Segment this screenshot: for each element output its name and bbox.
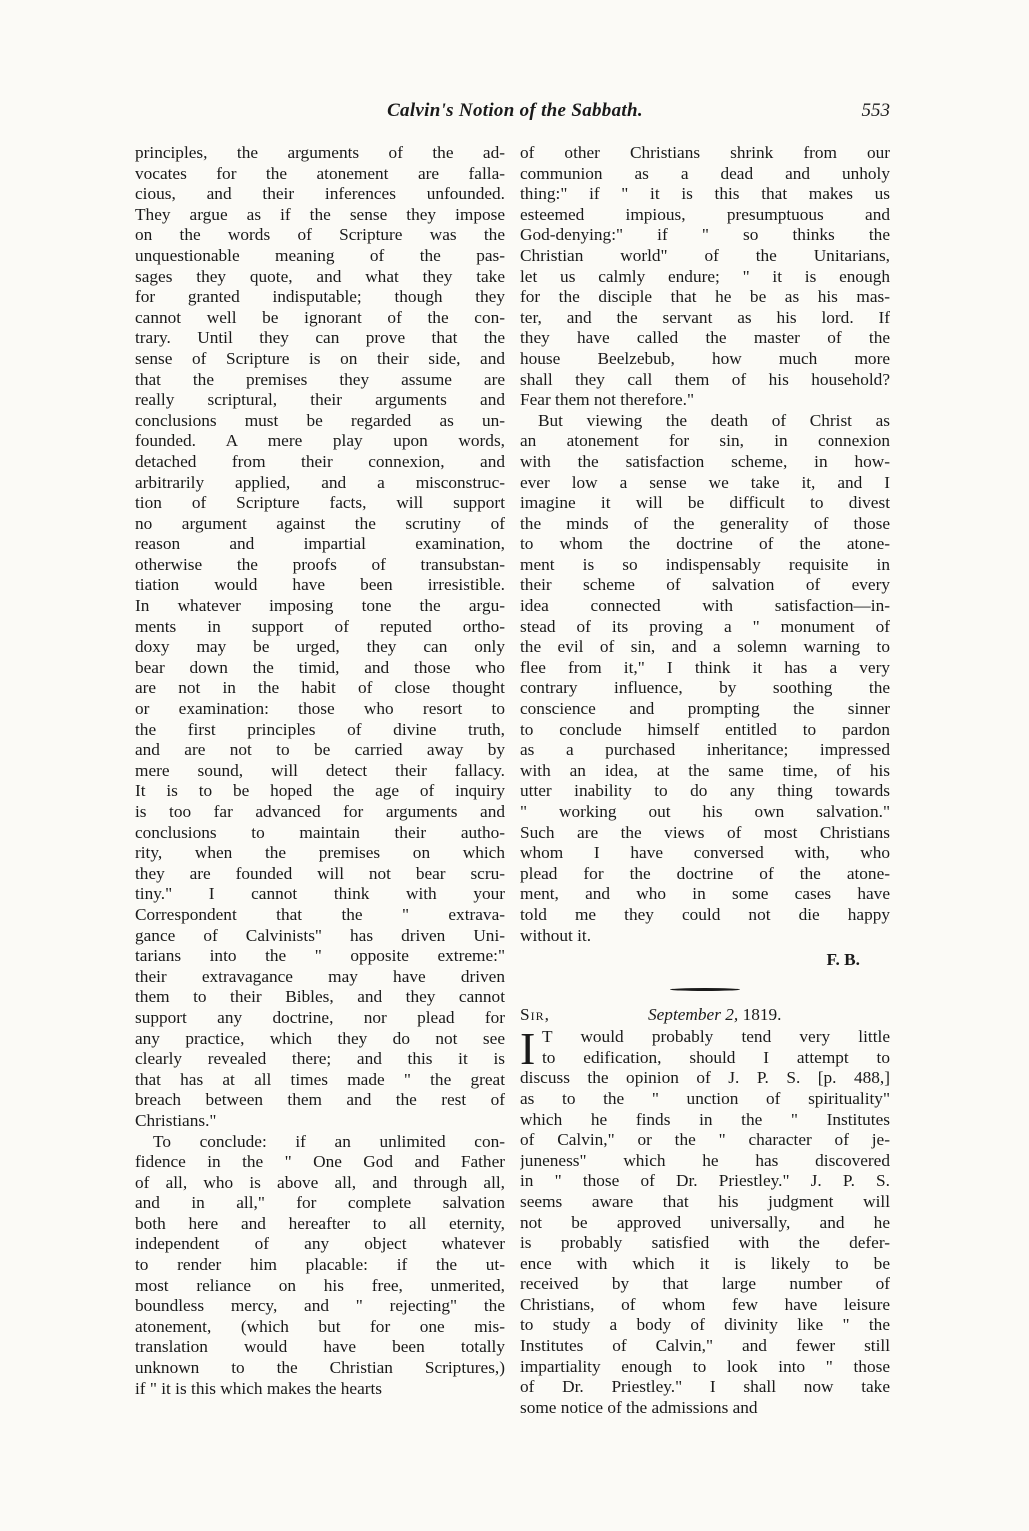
text-line: the evil of sin, and a solemn warning to — [520, 637, 890, 657]
text-line: are not in the habit of close thought — [135, 678, 505, 698]
text-line: or examination: those who resort to — [135, 699, 505, 719]
text-line: as to the " unction of spirituality" — [520, 1088, 890, 1108]
text-line: not be approved universally, and he — [520, 1212, 890, 1232]
text-line: some notice of the admissions and — [520, 1397, 758, 1417]
text-line: Such are the views of most Christians — [520, 822, 890, 842]
text-line: as a purchased inheritance; impressed — [520, 740, 890, 760]
text-line: received by that large number of — [520, 1274, 890, 1294]
text-line: " working out his own salvation." — [520, 802, 890, 821]
text-line: their extravagance may have driven — [135, 966, 505, 986]
text-line: In whatever imposing tone the argu- — [135, 596, 505, 616]
text-line: reason and impartial examination, — [135, 534, 505, 554]
text-line: the first principles of divine truth, — [135, 719, 505, 739]
text-line: Christians, of whom few have leisure — [520, 1294, 890, 1314]
text-line: to render him placable: if the ut- — [135, 1255, 505, 1275]
text-line: vocates for the atonement are falla- — [135, 163, 505, 183]
text-line: utter inability to do any thing towards — [520, 781, 890, 801]
salutation: Sir, — [520, 1005, 550, 1025]
text-line: let us calmly endure; " it is enough — [520, 266, 890, 286]
text-line: any practice, which they do not see — [135, 1028, 505, 1048]
page-number: 553 — [861, 100, 890, 121]
drop-cap: I — [520, 1023, 536, 1075]
text-line: ment, and who in some cases have — [520, 884, 890, 904]
text-line: contrary influence, by soothing the — [520, 678, 890, 698]
text-line: otherwise the proofs of transubstan- — [135, 554, 505, 574]
text-line: no argument against the scrutiny of — [135, 513, 505, 533]
text-line: conclusions must be regarded as un- — [135, 410, 505, 430]
text-line: conclusions to maintain their autho- — [135, 822, 505, 842]
text-line: rity, when the premises on which — [135, 843, 505, 863]
text-line: principles, the arguments of the ad- — [135, 143, 505, 162]
text-line: fidence in the " One God and Father — [135, 1152, 505, 1172]
text-line: Fear them not therefore." — [520, 390, 695, 410]
text-line: ence with which it is likely to be — [520, 1253, 890, 1273]
text-line: unquestionable meaning of the pas- — [135, 245, 505, 265]
text-line: ments in support of reputed ortho- — [135, 616, 505, 636]
text-line: with the satisfaction scheme, in how- — [520, 451, 890, 471]
text-line: tiny." I cannot think with your — [135, 884, 505, 904]
text-line: the minds of the generality of those — [520, 513, 890, 533]
text-line: tion of Scripture facts, will support — [135, 493, 505, 513]
text-line: breach between them and the rest of — [135, 1090, 505, 1110]
text-line: seems aware that his judgment will — [520, 1191, 890, 1211]
text-line: ment is so indispensably requisite in — [520, 554, 890, 574]
text-line: gance of Calvinists" has driven Uni- — [135, 925, 505, 945]
text-line: translation would have been totally — [135, 1337, 505, 1357]
text-line: independent of any object whatever — [135, 1234, 505, 1254]
letter-date — [648, 1005, 781, 1026]
text-line: they are founded will not bear scru- — [135, 863, 505, 883]
text-line: with an idea, at the same time, of his — [520, 760, 890, 780]
text-line: sense of Scripture is on their side, and — [135, 348, 505, 368]
text-line: To conclude: if an unlimited con- — [153, 1131, 505, 1151]
page-header — [140, 100, 890, 130]
text-line: communion as a dead and unholy — [520, 163, 890, 183]
text-line: esteemed impious, presumptuous and — [520, 204, 890, 224]
text-line: of Dr. Priestley." I shall now take — [520, 1377, 890, 1397]
text-line: cannot well be ignorant of the con- — [135, 307, 505, 327]
text-line: and are not to be carried away by — [135, 740, 505, 760]
text-line: Christians." — [135, 1110, 217, 1130]
text-line: juneness" which he has discovered — [520, 1150, 890, 1170]
text-line: discuss the opinion of J. P. S. [p. 488,] — [520, 1068, 890, 1088]
text-line: Christian world" of the Unitarians, — [520, 245, 890, 265]
text-line: an atonement for sin, in connexion — [520, 431, 890, 451]
text-line: ever low a sense we take it, and I — [520, 472, 890, 492]
text-line: T would probably tend very little — [542, 1027, 890, 1047]
text-line: thing:" if " it is this that makes us — [520, 184, 890, 204]
text-line: impartiality enough to look into " those — [520, 1356, 890, 1376]
text-line: boundless mercy, and " rejecting" the — [135, 1296, 505, 1316]
text-line: to edification, should I attempt to — [542, 1047, 890, 1067]
text-line: sages they quote, and what they take — [135, 266, 505, 286]
text-line: is too far advanced for arguments and — [135, 802, 505, 821]
text-line: bear down the timid, and those who — [135, 657, 505, 677]
right-column — [520, 143, 890, 1418]
text-line: that the premises they assume are — [135, 369, 505, 389]
text-line: flee from it," I think it has a very — [520, 657, 890, 677]
text-line: imagine it will be difficult to divest — [520, 493, 890, 513]
signature: F. B. — [826, 950, 860, 970]
text-line: to study a body of divinity like " the — [520, 1315, 890, 1335]
text-line: They argue as if the sense they impose — [135, 204, 505, 224]
text-line: But viewing the death of Christ as — [538, 410, 890, 430]
text-line: cious, and their inferences unfounded. — [135, 184, 505, 204]
right-column-text — [520, 143, 890, 946]
date-year: 1819. — [742, 1005, 782, 1025]
text-line: support any doctrine, nor plead for — [135, 1007, 505, 1027]
text-line: really scriptural, their arguments and — [135, 390, 505, 410]
text-line: most reliance on his free, unmerited, — [135, 1275, 505, 1295]
text-line: tiation would have been irresistible. — [135, 575, 505, 595]
text-line: to whom the doctrine of the atone- — [520, 534, 890, 554]
text-line: which he finds in the " Institutes — [520, 1109, 890, 1129]
text-line: of all, who is above all, and through all, — [135, 1172, 505, 1192]
text-line: arbitrarily applied, and a misconstruc- — [135, 472, 505, 492]
text-line: stead of its proving a " monument of — [520, 616, 890, 636]
text-line: conscience and prompting the sinner — [520, 699, 890, 719]
text-line: detached from their connexion, and — [135, 451, 505, 471]
text-line: and in all," for complete salvation — [135, 1193, 505, 1213]
text-line: God-denying:" if " so thinks the — [520, 225, 890, 245]
letter-dateline — [520, 1005, 890, 1027]
text-line: It is to be hoped the age of inquiry — [135, 781, 505, 801]
section-divider — [670, 988, 740, 991]
text-line: them to their Bibles, and they cannot — [135, 987, 505, 1007]
text-line: of Calvin," or the " character of je- — [520, 1130, 890, 1150]
text-line: shall they call them of his household? — [520, 369, 890, 389]
text-line: tarians into the " opposite extreme:" — [135, 946, 505, 966]
text-line: of other Christians shrink from our — [520, 143, 890, 162]
text-line: whom I have conversed with, who — [520, 843, 890, 863]
text-line: unknown to the Christian Scriptures,) — [135, 1358, 505, 1378]
text-line: Correspondent that the " extrava- — [135, 904, 505, 924]
date-month-day: September 2, — [648, 1005, 739, 1025]
text-line: if " it is this which makes the hearts — [135, 1378, 383, 1398]
text-line: for the disciple that he be as his mas- — [520, 287, 890, 307]
text-line: Institutes of Calvin," and fewer still — [520, 1336, 890, 1356]
text-line: in " those of Dr. Priestley." J. P. S. — [520, 1171, 890, 1191]
left-column — [135, 143, 505, 1399]
text-line: is probably satisfied with the defer- — [520, 1233, 890, 1253]
text-line: plead for the doctrine of the atone- — [520, 863, 890, 883]
text-line: without it. — [520, 925, 592, 945]
letter-body — [520, 1023, 890, 1418]
text-line: atonement, (which but for one mis- — [135, 1316, 505, 1336]
text-line: on the words of Scripture was the — [135, 225, 505, 245]
text-line: their scheme of salvation of every — [520, 575, 890, 595]
text-line: that has at all times made " the great — [135, 1069, 505, 1089]
running-title: Calvin's Notion of the Sabbath. — [387, 100, 643, 121]
text-line: mere sound, will detect their fallacy. — [135, 760, 505, 780]
text-line: told me they could not die happy — [520, 904, 890, 924]
text-line: both here and hereafter to all eternity, — [135, 1213, 505, 1233]
text-line: idea connected with satisfaction—in- — [520, 596, 890, 616]
text-line: for granted indisputable; though they — [135, 287, 505, 307]
text-line: house Beelzebub, how much more — [520, 348, 890, 368]
text-line: founded. A mere play upon words, — [135, 431, 505, 451]
text-line: to conclude himself entitled to pardon — [520, 719, 890, 739]
text-line: doxy may be urged, they can only — [135, 637, 505, 657]
text-line: trary. Until they can prove that the — [135, 328, 505, 348]
text-line: they have called the master of the — [520, 328, 890, 348]
text-line: ter, and the servant as his lord. If — [520, 307, 890, 327]
text-line: clearly revealed there; and this it is — [135, 1049, 505, 1069]
